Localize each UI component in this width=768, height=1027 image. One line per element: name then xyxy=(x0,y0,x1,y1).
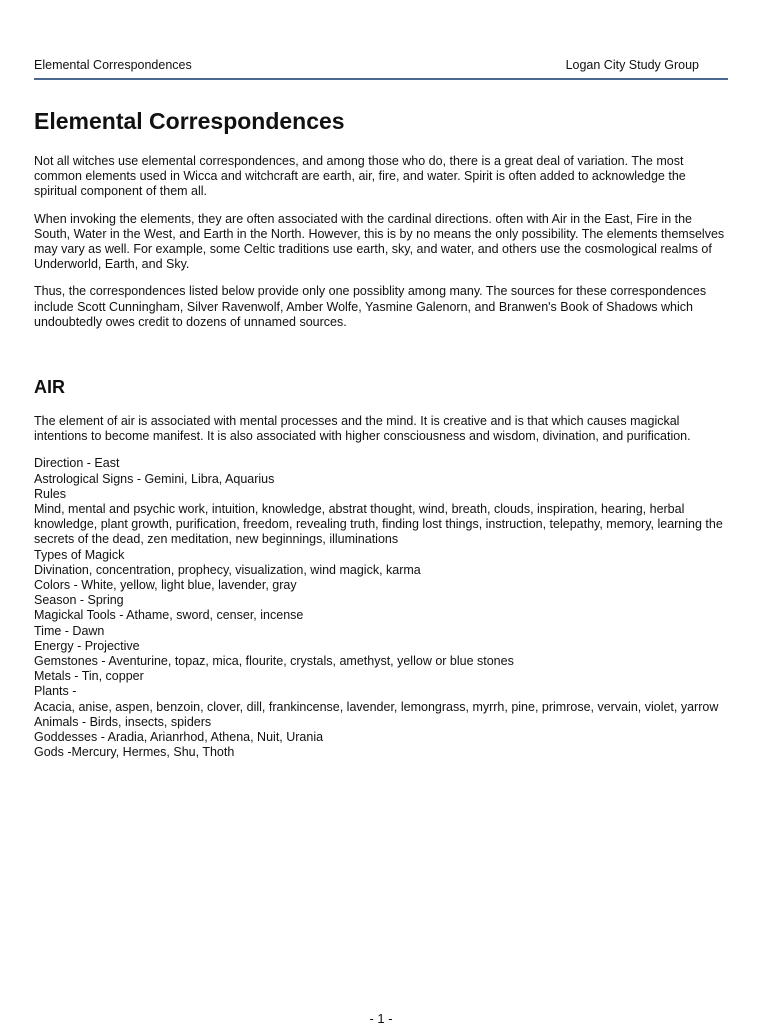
list-item: Divination, concentration, prophecy, visualization, wind magick, karma xyxy=(34,562,421,577)
list-item: Gemstones - Aventurine, topaz, mica, flourite, crystals, amethyst, yellow or blue stones xyxy=(34,654,514,669)
list-item: Metals - Tin, copper xyxy=(34,669,144,684)
running-header xyxy=(34,58,728,73)
air-description: The element of air is associated with mental processes and the mind. It is creative and is that which causes magickal intentions to become manifest. It is also associated with higher consciousness and wisdom, divination, and purification. xyxy=(34,414,691,444)
header-document-title: Elemental Correspondences xyxy=(34,58,192,72)
list-item: Season - Spring xyxy=(34,593,124,608)
list-item: Acacia, anise, aspen, benzoin, clover, dill, frankincense, lavender, lemongrass, myrrh, pine, primrose, vervain, violet, yarrow xyxy=(34,699,719,714)
header-organization: Logan City Study Group xyxy=(565,58,699,72)
list-item: Direction - East xyxy=(34,456,120,471)
list-item: Time - Dawn xyxy=(34,623,105,638)
list-item: Animals - Birds, insects, spiders xyxy=(34,714,212,729)
list-item: Magickal Tools - Athame, sword, censer, incense xyxy=(34,608,304,623)
section-heading-air: AIR xyxy=(34,377,65,398)
document-page xyxy=(34,0,728,1024)
intro-paragraph-1: Not all witches use elemental correspondences, and among those who do, there is a great deal of variation. The most common elements used in Wicca and witchcraft are earth, air, fire, and water. Spirit is often added to acknowledge the spiritual component of them all. xyxy=(34,154,686,199)
list-item: Rules xyxy=(34,486,66,501)
list-item: Gods -Mercury, Hermes, Shu, Thoth xyxy=(34,745,235,760)
list-item: Goddesses - Aradia, Arianrhod, Athena, Nuit, Urania xyxy=(34,730,324,745)
list-item: Plants - xyxy=(34,684,77,699)
document-body xyxy=(34,106,728,761)
header-divider xyxy=(34,78,728,80)
list-item: Energy - Projective xyxy=(34,638,140,653)
page-number: - 1 - xyxy=(369,1011,393,1026)
list-item: Colors - White, yellow, light blue, lavender, gray xyxy=(34,578,297,593)
list-item: Astrological Signs - Gemini, Libra, Aquarius xyxy=(34,471,275,486)
list-item: Mind, mental and psychic work, intuition, knowledge, abstrat thought, wind, breath, clouds, inspiration, hearing, herbal knowledge, plant growth, purification, freedom, revealing truth, finding lost things, instruction, telepathy, memory, learning the secrets of the dead, zen meditation, new beginnings, illuminations xyxy=(34,502,723,547)
intro-paragraph-2: When invoking the elements, they are often associated with the cardinal directions. often with Air in the East, Fire in the South, Water in the West, and Earth in the North. However, this is by no means the only possibility. The elements themselves may vary as well. For example, some Celtic traditions use earth, sky, and water, and others use the cosmological realms of Underworld, Earth, and Sky. xyxy=(34,211,725,272)
list-item: Types of Magick xyxy=(34,547,125,562)
air-correspondence-list xyxy=(34,456,728,760)
page-title: Elemental Correspondences xyxy=(34,108,345,134)
intro-paragraph-3: Thus, the correspondences listed below provide only one possiblity among many. The sources for these correspondences include Scott Cunningham, Silver Ravenwolf, Amber Wolfe, Yasmine Galenorn, and Branwen's Book of Shadows which undoubtedly owes credit to dozens of unnamed sources. xyxy=(34,284,707,329)
